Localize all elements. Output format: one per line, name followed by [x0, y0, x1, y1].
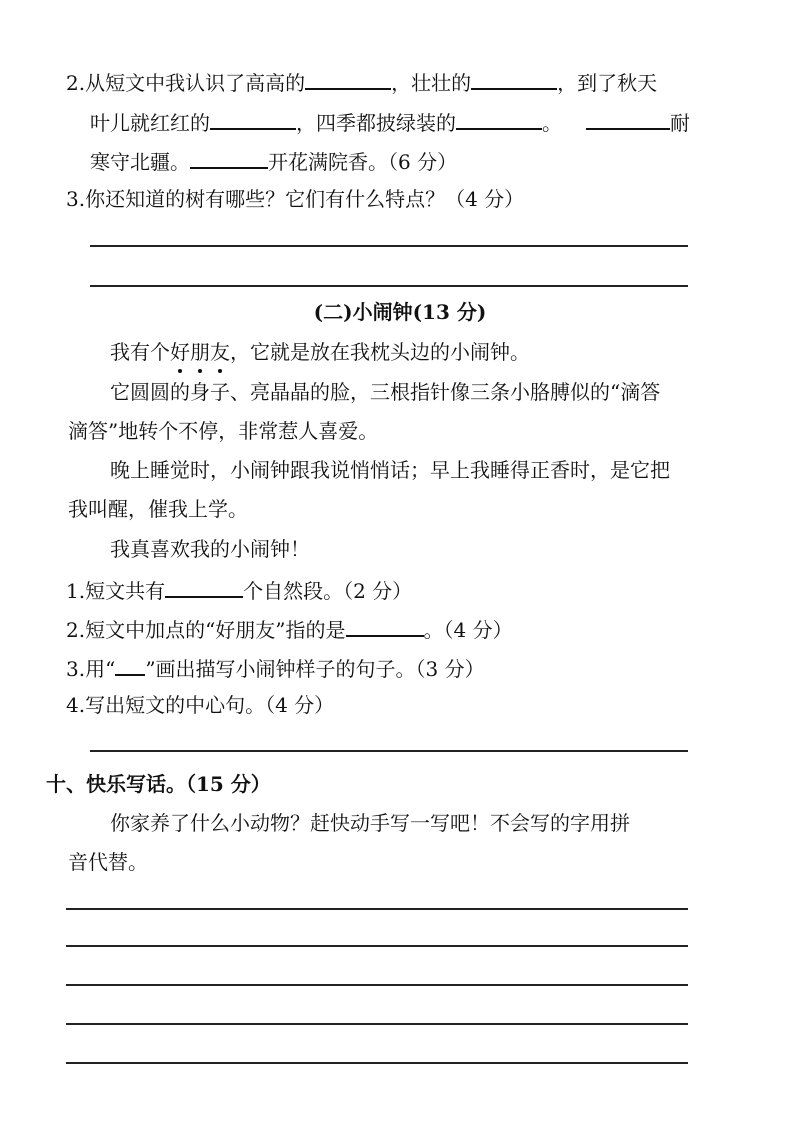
- q2-text: 。: [542, 111, 562, 135]
- question-text: ”画出描写小闹钟样子的句子。（3 分）: [145, 657, 485, 681]
- answer-blank[interactable]: [305, 68, 391, 90]
- q2-text: ，四季都披绿装的: [296, 111, 456, 135]
- q2-line-1: [66, 68, 657, 95]
- question-text: 2.短文中加点的“好朋友”指的是: [66, 618, 346, 642]
- question-text: 1.短文共有: [66, 579, 166, 603]
- answer-blank[interactable]: [210, 108, 296, 130]
- emphasized-char: 友: [210, 340, 230, 364]
- writing-line[interactable]: [66, 908, 688, 910]
- question-2: [66, 615, 513, 642]
- emphasis-dot: [218, 369, 222, 373]
- q3-number: 3.: [66, 187, 86, 211]
- answer-blank[interactable]: [456, 108, 542, 130]
- q2-text: 寒守北疆。: [90, 150, 190, 174]
- emphasis-dot: [198, 369, 202, 373]
- q2-text: 耐: [670, 111, 690, 135]
- answer-blank[interactable]: [586, 108, 670, 130]
- passage-paragraph-2-line-2: 滴答”地转个不停，非常惹人喜爱。: [68, 419, 379, 443]
- q3-line: [66, 187, 524, 211]
- q2-text: ，壮壮的: [391, 71, 472, 95]
- passage-paragraph-1: [110, 340, 530, 364]
- q3-text: 你还知道的树有哪些？它们有什么特点？（4 分）: [85, 187, 525, 211]
- question-1: [66, 576, 412, 603]
- question-3: [66, 654, 485, 681]
- paragraph-text: ，它就是放在我枕头边的小闹钟。: [230, 340, 530, 364]
- emphasis-dot: [178, 369, 182, 373]
- answer-blank[interactable]: [346, 615, 424, 637]
- writing-line[interactable]: [66, 1023, 688, 1025]
- passage-paragraph-3-line-2: 我叫醒，催我上学。: [68, 497, 248, 521]
- writing-prompt-line-1: 你家养了什么小动物？赶快动手写一写吧！不会写的字用拼: [110, 811, 630, 835]
- answer-line[interactable]: [90, 245, 688, 247]
- question-4: 4.写出短文的中心句。（4 分）: [66, 693, 335, 717]
- passage-paragraph-2-line-1: 它圆圆的身子、亮晶晶的脸，三根指针像三条小胳膊似的“滴答: [110, 380, 661, 404]
- writing-prompt-line-2: 音代替。: [68, 850, 148, 874]
- writing-line[interactable]: [66, 945, 688, 947]
- answer-blank[interactable]: [190, 147, 268, 169]
- answer-line[interactable]: [90, 750, 688, 752]
- question-text: 。（4 分）: [423, 618, 513, 642]
- emphasized-char: 好: [170, 340, 190, 364]
- q2-text: 开花满院香。（6 分）: [268, 150, 458, 174]
- writing-line[interactable]: [66, 1062, 688, 1064]
- q2-text: 从短文中我认识了高高的: [85, 71, 306, 95]
- q2-line-3: [90, 147, 457, 174]
- answer-blank[interactable]: [165, 576, 243, 598]
- q2-text: 叶儿就红红的: [90, 111, 210, 135]
- paragraph-text: 我有个: [110, 340, 170, 364]
- q2-text: ，到了秋天: [557, 71, 658, 95]
- emphasized-char: 朋: [190, 340, 210, 364]
- question-text: 个自然段。（2 分）: [243, 579, 413, 603]
- answer-blank[interactable]: [471, 68, 557, 90]
- passage-title: (二)小闹钟(13 分): [313, 300, 487, 324]
- writing-line[interactable]: [66, 984, 688, 986]
- passage-paragraph-3-line-1: 晚上睡觉时，小闹钟跟我说悄悄话；早上我睡得正香时，是它把: [110, 458, 670, 482]
- passage-paragraph-4: 我真喜欢我的小闹钟！: [110, 537, 310, 561]
- section-heading: 十、快乐写话。（15 分）: [46, 772, 271, 796]
- answer-line[interactable]: [90, 285, 688, 287]
- underline-sample: [115, 654, 145, 676]
- question-text: 3.用“: [66, 657, 116, 681]
- q2-line-2: [90, 108, 690, 135]
- q2-number: 2.: [66, 71, 86, 95]
